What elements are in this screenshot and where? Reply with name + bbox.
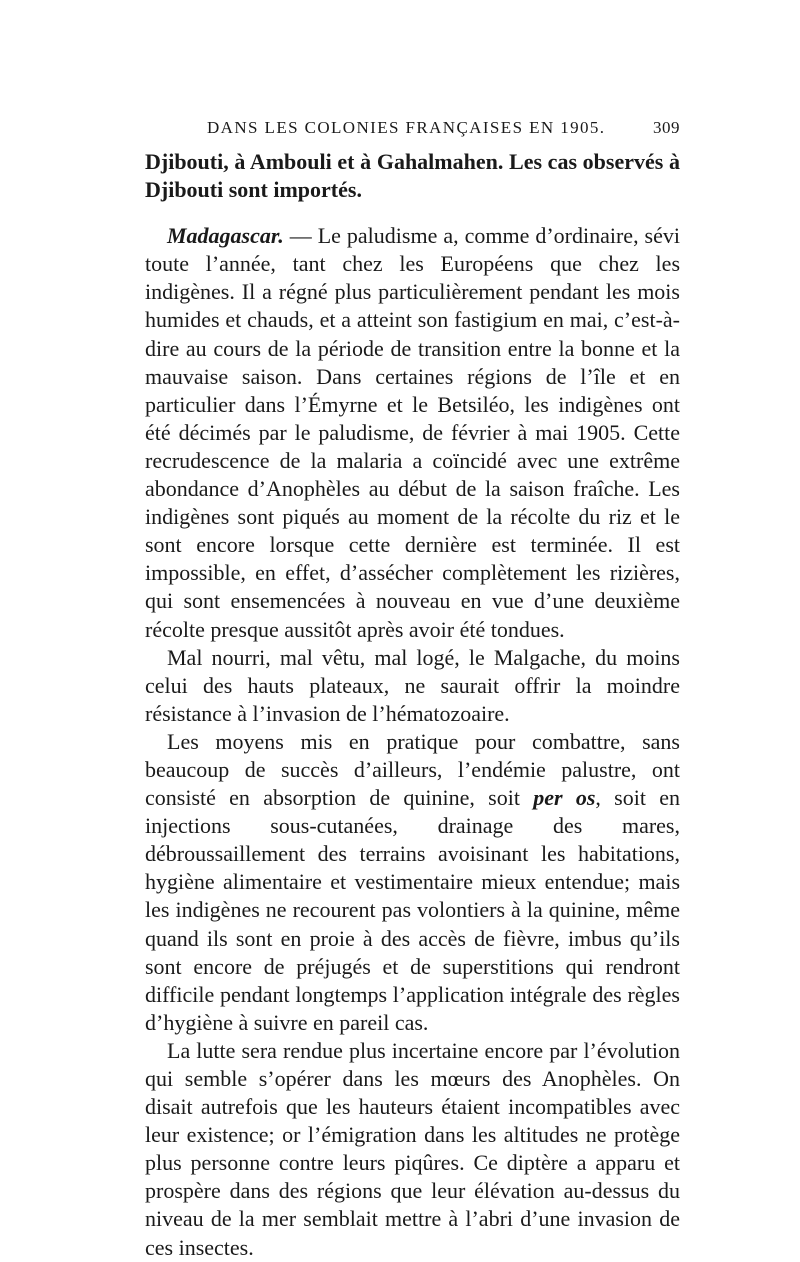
- paragraph-malgache: Mal nourri, mal vêtu, mal logé, le Malgache, du moins celui des hauts plateaux, ne saurait offrir la moindre résistance à l’invasion de l’hématozoaire.: [145, 644, 680, 726]
- carryover-paragraph: Djibouti, à Ambouli et à Gahalmahen. Les cas observés à Djibouti sont importés.: [145, 149, 680, 203]
- paragraph-moyens-end: , soit en injections sous-cutanées, drainage des mares, débroussaillement des terrains avoisinant les habitations, hygiène alimentaire et vestimentaire mieux entendue; mais les indigènes ne recourent pas volontiers à la quinine, même quand ils sont en proie à des accès de fièvre, imbus qu’ils sont encore de préjugés et de superstitions qui rendront difficile pendant longtemps l’application intégrale des règles d’hygiène à suivre en pareil cas.: [145, 785, 680, 1035]
- latin-per-os: per os: [533, 785, 596, 811]
- madagascar-paragraph: [145, 222, 680, 643]
- running-title: DANS LES COLONIES FRANÇAISES EN 1905.: [207, 118, 606, 137]
- paragraph-moyens: [145, 728, 680, 1037]
- body-text: [145, 148, 680, 1262]
- paragraph-lutte: La lutte sera rendue plus incertaine encore par l’évolution qui semble s’opérer dans les mœurs des Anophèles. On disait autrefois que les hauteurs étaient incompatibles avec leur existence; or l’émigration dans les altitudes ne protège plus personne contre leurs piqûres. Ce diptère a apparu et prospère dans des régions que leur élévation au-dessus du niveau de la mer semblait mettre à l’abri d’une invasion de ces insectes.: [145, 1037, 680, 1260]
- book-page: [145, 118, 680, 1262]
- section-heading-madagascar: Madagascar.: [167, 223, 284, 249]
- paragraph-moyens-start: Les moyens mis en pratique pour combattre, sans beaucoup de succès d’ailleurs, l’endémie palustre, ont consisté en absorption de quinine, soit: [145, 728, 680, 811]
- madagascar-text: — Le paludisme a, comme d’ordinaire, sévi toute l’année, tant chez les Européens que chez les indigènes. Il a régné plus particulièrement pendant les mois humides et chauds, et a atteint son fastigium en mai, c’est-à-dire au cours de la période de transition entre la bonne et la mauvaise saison. Dans certaines régions de l’île et en particulier dans l’Émyrne et le Betsiléo, les indigènes ont été décimés par le paludisme, de février à mai 1905. Cette recrudescence de la malaria a coïncidé avec une extrême abondance d’Anophèles au début de la saison fraîche. Les indigènes sont piqués au moment de la récolte du riz et le sont encore lorsque cette dernière est terminée. Il est impossible, en effet, d’assécher complètement les rizières, qui sont ensemencées à nouveau en vue d’une deuxième récolte presque aussitôt après avoir été tondues.: [145, 223, 680, 642]
- page-number: 309: [653, 118, 680, 137]
- running-head: [145, 118, 680, 148]
